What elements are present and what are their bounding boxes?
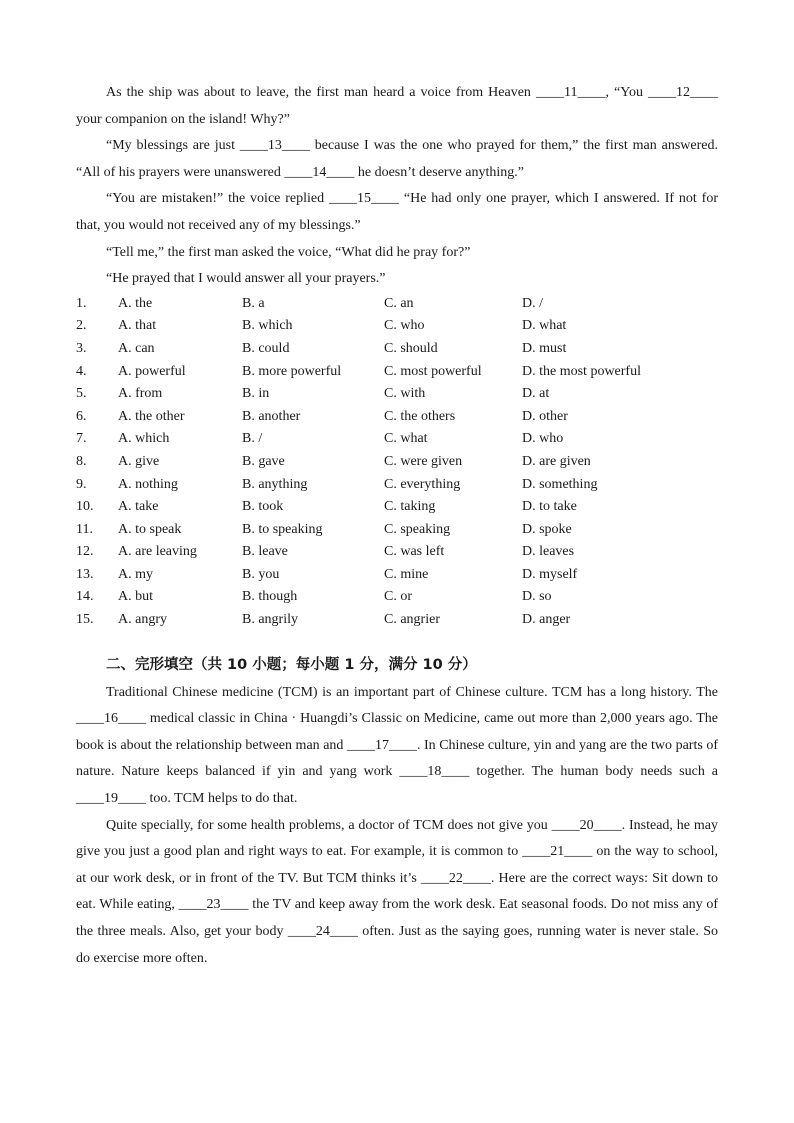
option-row — [76, 406, 718, 429]
option-d: D. are given — [522, 453, 591, 469]
option-c: C. speaking — [384, 521, 451, 537]
passage-paragraph: Traditional Chinese medicine (TCM) is an important part of Chinese culture. TCM has a long history. The ____16____ medical classic in China · Huangdi’s Classic on Medicine, came out more than 2,000 years ago. The book is about the relationship between man and ____17____. In Chinese culture, yin and yang are the two parts of nature. Nature keeps balanced if yin and yang work ____18____ together. The human body needs such a ____19____ too. TCM helps to do that. — [76, 684, 718, 807]
option-b: B. a — [242, 295, 265, 311]
option-d: D. what — [522, 318, 567, 334]
passage-paragraph: “You are mistaken!” the voice replied ____15____ “He had only one prayer, which I answered. If not for that, you would not received any of my blessings.” — [76, 191, 718, 233]
question-number: 12. — [76, 544, 94, 560]
option-d: D. so — [522, 589, 552, 605]
option-c: C. an — [384, 295, 414, 311]
question-number: 14. — [76, 589, 94, 605]
option-b: B. gave — [242, 453, 285, 469]
option-a: A. powerful — [118, 363, 186, 379]
option-c: C. mine — [384, 566, 429, 582]
option-b: B. more powerful — [242, 363, 342, 379]
option-a: A. from — [118, 386, 163, 402]
option-c: C. everything — [384, 476, 461, 492]
option-b: B. to speaking — [242, 521, 323, 537]
option-d: D. the most powerful — [522, 363, 641, 379]
option-a: A. the other — [118, 408, 185, 424]
option-a: A. which — [118, 431, 170, 447]
option-row — [76, 361, 718, 384]
option-a: A. nothing — [118, 476, 178, 492]
option-row — [76, 293, 718, 316]
option-b: B. / — [242, 431, 263, 447]
question-number: 4. — [76, 363, 87, 379]
question-number: 6. — [76, 408, 87, 424]
option-d: D. must — [522, 340, 567, 356]
option-d: D. to take — [522, 499, 577, 515]
option-c: C. who — [384, 318, 425, 334]
option-row — [76, 609, 718, 632]
option-row — [76, 474, 718, 497]
passage-paragraph: “My blessings are just ____13____ because I was the one who prayed for them,” the first man answered. “All of his prayers were unanswered ____14____ he doesn’t deserve anything.” — [76, 138, 718, 180]
option-c: C. with — [384, 386, 426, 402]
option-d: D. leaves — [522, 544, 575, 560]
passage-paragraph: Quite specially, for some health problems, a doctor of TCM does not give you ____20____. Instead, he may give you just a good plan and right ways to eat. For example, it is common to ____21____ on the way to school, at our work desk, or in front of the TV. But TCM thinks it’s ____22____. Here are the correct ways: Sit down to eat. While eating, ____23____ the TV and keep away from the work desk. Eat seasonal foods. Do not miss any of the three meals. Also, get your body ____24____ often. Just as the saying goes, running water is never stale. So do exercise more often. — [76, 817, 718, 966]
option-c: C. was left — [384, 544, 445, 560]
option-d: D. something — [522, 476, 598, 492]
option-c: C. were given — [384, 453, 463, 469]
option-c: C. what — [384, 431, 428, 447]
option-d: D. / — [522, 295, 543, 311]
question-number: 10. — [76, 499, 94, 515]
document-page — [76, 80, 718, 972]
question-number: 13. — [76, 566, 94, 582]
option-row — [76, 541, 718, 564]
option-c: C. taking — [384, 499, 436, 515]
question-number: 5. — [76, 386, 87, 402]
option-row — [76, 315, 718, 338]
option-b: B. leave — [242, 544, 288, 560]
option-c: C. angrier — [384, 612, 440, 628]
option-row — [76, 383, 718, 406]
option-row — [76, 519, 718, 542]
option-a: A. the — [118, 295, 153, 311]
option-row — [76, 586, 718, 609]
passage-1 — [76, 80, 718, 293]
option-b: B. anything — [242, 476, 308, 492]
option-row — [76, 428, 718, 451]
question-number: 8. — [76, 453, 87, 469]
option-a: A. give — [118, 453, 160, 469]
option-b: B. which — [242, 318, 293, 334]
option-c: C. the others — [384, 408, 456, 424]
option-a: A. but — [118, 589, 153, 605]
option-row — [76, 338, 718, 361]
option-b: B. another — [242, 408, 301, 424]
option-c: C. or — [384, 589, 412, 605]
option-b: B. you — [242, 566, 280, 582]
question-number: 9. — [76, 476, 87, 492]
option-row — [76, 451, 718, 474]
question-number: 15. — [76, 612, 94, 628]
option-c: C. most powerful — [384, 363, 482, 379]
option-d: D. myself — [522, 566, 578, 582]
section-title: 二、完形填空（共 10 小题；每小题 1 分，满分 10 分） — [106, 656, 477, 673]
question-number: 3. — [76, 340, 87, 356]
option-row — [76, 564, 718, 587]
option-a: A. my — [118, 566, 153, 582]
option-d: D. at — [522, 386, 550, 402]
option-a: A. are leaving — [118, 544, 197, 560]
option-d: D. anger — [522, 612, 571, 628]
question-number: 7. — [76, 431, 87, 447]
option-b: B. took — [242, 499, 284, 515]
option-d: D. other — [522, 408, 568, 424]
passage-paragraph: As the ship was about to leave, the first man heard a voice from Heaven ____11____, “You ____12____ your companion on the island! Why?” — [76, 85, 718, 127]
option-b: B. angrily — [242, 612, 298, 628]
option-a: A. angry — [118, 612, 167, 628]
option-d: D. spoke — [522, 521, 572, 537]
passage-paragraph: “He prayed that I would answer all your prayers.” — [106, 271, 386, 287]
passage-paragraph: “Tell me,” the first man asked the voice, “What did he pray for?” — [106, 244, 471, 260]
option-c: C. should — [384, 340, 438, 356]
question-number: 11. — [76, 521, 93, 537]
option-d: D. who — [522, 431, 564, 447]
passage-2 — [76, 680, 718, 973]
option-a: A. to speak — [118, 521, 182, 537]
option-b: B. could — [242, 340, 290, 356]
option-b: B. though — [242, 589, 298, 605]
option-b: B. in — [242, 386, 270, 402]
option-a: A. can — [118, 340, 155, 356]
answer-options — [76, 293, 718, 632]
question-number: 2. — [76, 318, 87, 334]
option-row — [76, 496, 718, 519]
option-a: A. that — [118, 318, 157, 334]
question-number: 1. — [76, 295, 87, 311]
option-a: A. take — [118, 499, 159, 515]
